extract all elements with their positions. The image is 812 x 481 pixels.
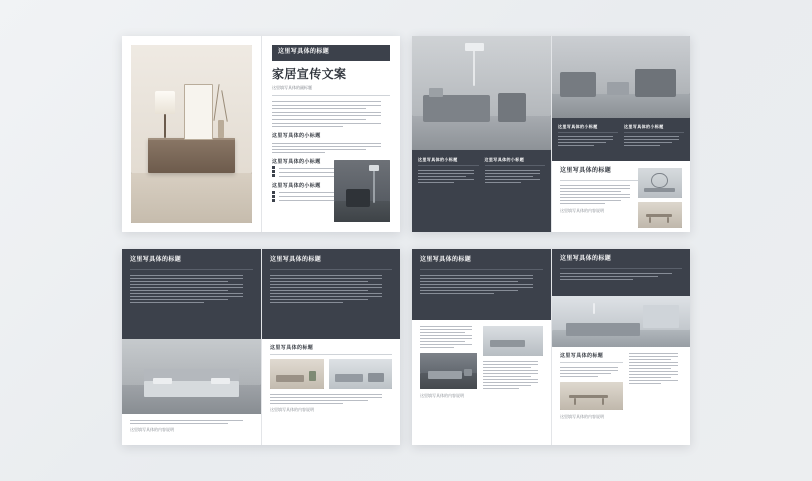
- bedroom-right-sub-heading: 这里写具体的标题: [270, 345, 314, 352]
- cover-body-copy: [272, 101, 390, 127]
- divider: [270, 354, 392, 355]
- kitchen-right-col2-body: [629, 353, 682, 384]
- kitchen-right-header: [552, 249, 690, 296]
- feature-card-body: [418, 170, 479, 183]
- bedroom-left-heading: 这里写具体的标题: [130, 257, 182, 263]
- photo-living-room-wide: [329, 359, 392, 389]
- kitchen-right-caption: 这里填写具体的内容说明: [560, 414, 604, 420]
- feature-card-heading: 这里写具体的小标题: [418, 156, 458, 162]
- kitchen-right-body: [560, 273, 682, 280]
- feature-card: [558, 124, 618, 155]
- spread-feature: [412, 36, 690, 232]
- divider: [485, 165, 546, 166]
- kitchen-left-col2-body: [483, 361, 543, 389]
- photo-sofa-corner-plant: [270, 359, 324, 389]
- feature-article-caption: 这里填写具体的内容说明: [560, 207, 604, 213]
- cover-title: 家居宣传文案: [272, 66, 347, 81]
- divider: [560, 268, 682, 269]
- page-feature-left: [412, 36, 551, 232]
- photo-bedroom-night-stand: [420, 353, 477, 389]
- bedroom-right-body: [270, 275, 392, 303]
- feature-card-body: [624, 136, 684, 146]
- divider: [270, 269, 392, 270]
- photo-dining-corner: [638, 202, 682, 228]
- bedroom-left-footer-body: [130, 420, 253, 424]
- feature-card: [418, 157, 479, 225]
- bedroom-right-caption: 这里填写具体的内容说明: [270, 407, 314, 413]
- bedroom-right-body-area: [262, 339, 400, 445]
- cover-block-heading-2: 这里写具体的小标题: [272, 158, 321, 165]
- bedroom-left-header: [122, 249, 261, 339]
- feature-card-heading: 这里写具体的小标题: [558, 124, 598, 130]
- page-cover-left: [122, 36, 261, 232]
- photo-bedroom-bed-headboard: [122, 339, 261, 413]
- feature-card-heading: 这里写具体的小标题: [484, 156, 525, 162]
- cover-block-heading-1: 这里写具体的小标题: [272, 133, 321, 140]
- kitchen-left-col-body: [420, 326, 477, 348]
- feature-cards-strip-right: [552, 118, 690, 161]
- feature-card-heading: 这里写具体的小标题: [624, 124, 664, 130]
- divider: [420, 269, 543, 270]
- divider: [272, 95, 390, 96]
- kitchen-right-heading: 这里写具体的标题: [560, 256, 612, 262]
- feature-cards-strip-left: [412, 150, 551, 232]
- cover-block-heading-3: 这里写具体的小标题: [272, 182, 321, 189]
- bedroom-left-footer: [122, 414, 261, 445]
- divider: [560, 362, 623, 363]
- kitchen-left-columns: [412, 320, 551, 445]
- bedroom-right-heading: 这里写具体的标题: [270, 257, 322, 263]
- feature-article: [552, 161, 690, 232]
- photo-gray-sofa-living-room: [412, 36, 551, 150]
- cover-subtitle: 这里填写具体的副标题: [272, 84, 312, 90]
- page-cover-right: [261, 36, 400, 232]
- kitchen-left-heading: 这里写具体的标题: [420, 257, 472, 263]
- spread-bedroom: [122, 249, 400, 445]
- kitchen-left-body: [420, 275, 543, 294]
- page-kitchen-right: [551, 249, 690, 445]
- photo-dining-table-set: [560, 382, 623, 410]
- photo-armchair-floor-lamp: [334, 160, 390, 222]
- feature-card-body: [485, 170, 546, 183]
- divider: [624, 132, 684, 133]
- spread-cover: [122, 36, 400, 232]
- page-kitchen-left: [412, 249, 551, 445]
- feature-card: [624, 124, 684, 155]
- feature-card: [485, 157, 546, 225]
- spread-kitchen: [412, 249, 690, 445]
- feature-article-body: [560, 185, 636, 204]
- cover-kicker-bar: [272, 45, 390, 61]
- feature-article-heading: 这里写具体的标题: [560, 168, 612, 175]
- cover-kicker: 这里写具体的标题: [278, 49, 330, 55]
- cover-block-body-1: [272, 143, 390, 153]
- bedroom-left-caption: 这里填写具体的内容说明: [130, 426, 174, 432]
- kitchen-left-header: [412, 249, 551, 320]
- kitchen-right-lower-body: [560, 367, 623, 377]
- kitchen-right-lower: [552, 347, 690, 445]
- photo-living-room-sideboard-lamp: [131, 45, 252, 223]
- photo-round-mirror-console: [638, 168, 682, 198]
- page-bedroom-left: [122, 249, 261, 445]
- feature-card-body: [558, 136, 618, 146]
- page-bedroom-right: [261, 249, 400, 445]
- bedroom-right-header: [262, 249, 400, 339]
- divider: [558, 132, 618, 133]
- divider: [130, 269, 253, 270]
- photo-kitchen-island: [552, 296, 690, 347]
- kitchen-left-caption: 这里填写具体的内容说明: [420, 392, 464, 398]
- bedroom-left-body: [130, 275, 253, 303]
- kitchen-right-sub-heading: 这里写具体的标题: [560, 353, 604, 359]
- bedroom-right-footer-body: [270, 394, 392, 404]
- page-feature-right: [551, 36, 690, 232]
- divider: [418, 165, 479, 166]
- photo-kitchen-left-detail: [483, 326, 543, 356]
- photo-gray-sofa-living-room-right: [552, 36, 690, 118]
